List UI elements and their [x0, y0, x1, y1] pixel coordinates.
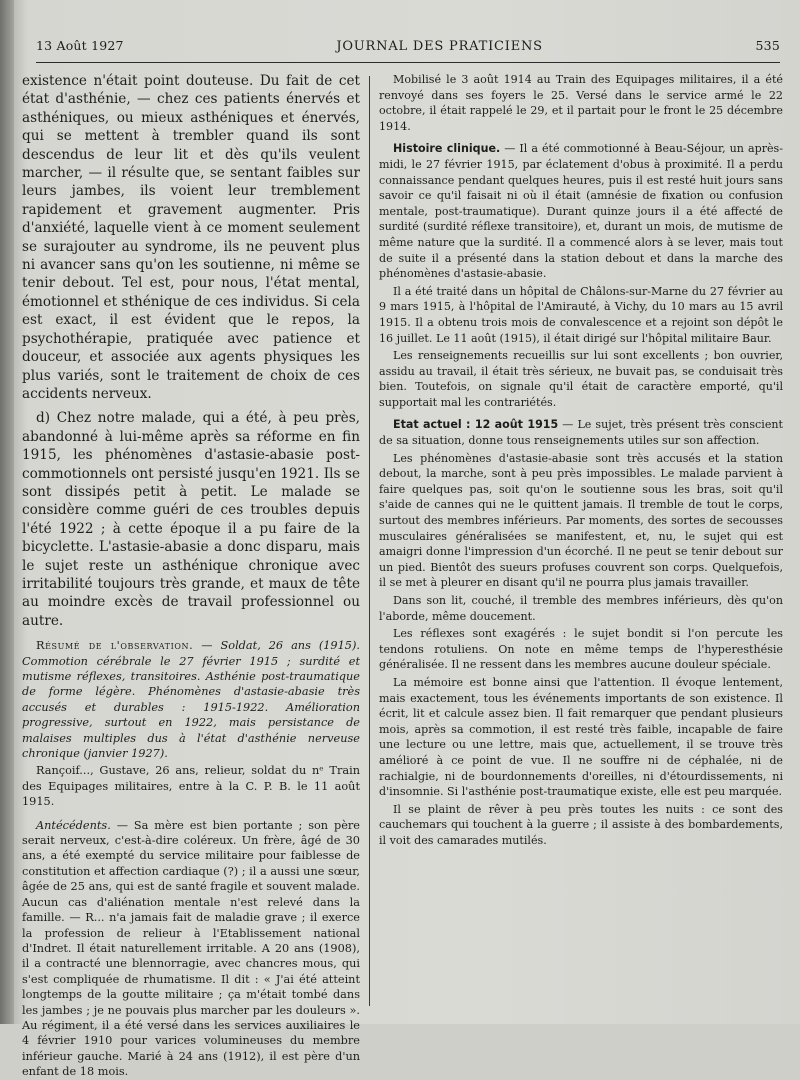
antecedents-paragraph — [22, 818, 360, 1080]
current-state-text: — Le sujet, très présent très conscient de sa situation, donne tous renseignements utiles sur son affection. — [379, 418, 783, 448]
paragraph: La mémoire est bonne ainsi que l'attention. Il évoque lentement, mais exactement, tous les événements importants de son existence. Il écrit, lit et calcule assez bien. Il fait remarquer que pendant plusieurs mois, après sa commotion, il est resté très faible, incapable de faire une lecture ou une lettre, mais que, actuellement, il se trouve très amélioré à ce point de vue. Il ne souffre ni de céphalée, ni de rachialgie, ni de bourdonnements d'oreilles, ni d'étourdissements, ni d'insomnie. Si l'asthénie post-traumatique existe, elle est peu marquée. — [379, 675, 783, 799]
paragraph: Les renseignements recueillis sur lui sont excellents ; bon ouvrier, assidu au travail, il était très sérieux, ne buvait pas, se conduisait très bien. Toutefois, on signale qu'il était de caractère emporté, qu'il supportait mal les contrariétés. — [379, 349, 783, 409]
patient-identity: Rançoif..., Gustave, 26 ans, relieur, soldat du nᵉ Train des Equipages militaires, entre à la C. P. B. le 11 août 1915. — [22, 764, 360, 809]
section-heading: Histoire clinique. — [393, 142, 501, 156]
clinical-history — [379, 141, 783, 281]
paragraph: d) Chez notre malade, qui a été, à peu près, abandonné à lui-même après sa réforme en fin 1915, les phénomènes d'astasie-abasie post-commotionnels ont persisté jusqu'en 1921. Ils se sont dissipés petit à petit. Le malade se considère comme guéri de ces troubles depuis l'été 1922 ; à cette époque il a pu faire de la bicyclette. L'astasie-abasie a donc disparu, mais le sujet reste un asthénique chronique avec irritabilité toujours très grande, et maux de tête au moindre excès de travail professionnel ou autre. — [22, 410, 360, 629]
header-page-number: 535 — [755, 38, 780, 53]
paragraph: existence n'était point douteuse. Du fait de cet état d'asthénie, — chez ces patients énervés et asthéniques, ou mieux asthéniques et énervés, qui se mettent à trembler quand ils sont descendus de leur lit et dès qu'ils veulent marcher, — il résulte que, se sentant faibles sur leurs jambes, ils voient leur tremblement rapidement et gravement augmenter. Pris d'anxiété, laquelle vient à ce moment seulement se surajouter au syndrome, ils ne peuvent plus ni avancer sans qu'on les soutienne, ni même se tenir debout. Tel est, pour nous, l'état mental, émotionnel et sthénique de ces individus. Si cela est exact, il est évident que le repos, la psychothérapie, pratiquée avec patience et douceur, et associée aux agents physiques les plus variés, sont le traitement de choix de ces accidents nerveux. — [22, 73, 360, 402]
header-rule — [36, 62, 780, 63]
left-column — [22, 72, 360, 1079]
section-heading: Résumé de l'observation. — [36, 639, 194, 653]
paragraph: Dans son lit, couché, il tremble des membres inférieurs, dès qu'on l'aborde, même doucement. — [379, 594, 783, 623]
section-heading: Antécédents. — [36, 818, 111, 832]
antecedents-text: — Sa mère est bien portante ; son père serait nerveux, c'est-à-dire coléreux. Un frère, âgé de 30 ans, a été exempté du service militaire pour faiblesse de constitution et affection cardiaque (?) ; il a aussi une sœur, âgée de 25 ans, qui est de santé fragile et souvent malade. Aucun cas d'aliénation mentale n'est relevé dans la famille. — R... n'a jamais fait de maladie grave ; il exerce la profession de relieur à l'Etablissement national d'Indret. Il était naturellement irritable. A 20 ans (1908), il a contracté une blennorragie, avec chancres mous, qui s'est compliquée de rhumatisme. Il dit : « J'ai été atteint longtemps de la goutte militaire ; ça m'était tombé dans les jambes ; je ne pouvais plus marcher par les douleurs ». Au régiment, il a été versé dans les services auxiliaires le 4 février 1910 pour varices volumineuses du membre inférieur gauche. Marié à 24 ans (1912), il est père d'un enfant de 18 mois. — [22, 818, 360, 1079]
right-column — [379, 72, 783, 1004]
paragraph: Les phénomènes d'astasie-abasie sont très accusés et la station debout, la marche, sont à peu près impossibles. Le malade parvient à faire quelques pas, soit qu'on le soutienne sous les bras, soit qu'il s'aide de cannes qui ne le quittent jamais. Il tremble de tout le corps, surtout des membres inférieurs. Par moments, des sortes de secousses musculaires généralisées se manifestent, et, nu, le sujet qui est amaigri donne l'impression d'un écorché. Il ne peut se tenir debout sur un pied. Bientôt des sueurs profuses couvrent son corps. Quelquefois, il se met à pleurer en disant qu'il ne pourra plus jamais travailler. — [379, 451, 783, 590]
column-divider — [369, 76, 370, 1006]
current-state — [379, 417, 783, 448]
paragraph: Il a été traité dans un hôpital de Châlons-sur-Marne du 27 février au 9 mars 1915, à l'hôpital de l'Amirauté, à Vichy, du 10 mars au 15 avril 1915. Il a obtenu trois mois de convalescence et a rejoint son dépôt le 16 juillet. Le 11 août (1915), il était dirigé sur l'hôpital militaire Baur. — [379, 284, 783, 345]
section-heading: Etat actuel : 12 août 1915 — [393, 418, 559, 432]
separator: — — [193, 639, 221, 653]
paragraph: Il se plaint de rêver à peu près toutes les nuits : ce sont des cauchemars qui touchent à la guerre ; il assiste à des bombardements, il voit des camarades mutilés. — [379, 802, 783, 847]
paragraph: Mobilisé le 3 août 1914 au Train des Equipages militaires, il a été renvoyé dans ses foyers le 25. Versé dans le service armé le 22 octobre, il était rappelé le 29, et il partait pour le front le 25 décembre 1914. — [379, 73, 783, 133]
header-journal-title: JOURNAL DES PRATICIENS — [336, 39, 543, 54]
running-header — [36, 38, 780, 62]
observation-summary — [22, 638, 360, 761]
summary-text: Soldat, 26 ans (1915). Commotion cérébrale le 27 février 1915 ; surdité et mutisme réflexes, transitoires. Asthénie post-traumatique de forme légère. Phénomènes d'astasie-abasie très accusés et durables : 1915-1922. Amélioration progressive, surtout en 1922, mais persistance de malaises multiples dus à l'état d'asthénie nerveuse chronique (janvier 1927). — [22, 639, 360, 761]
history-text: — Il a été commotionné à Beau-Séjour, un après-midi, le 27 février 1915, par éclatement d'obus à proximité. Il a perdu connaissance pendant quelques heures, puis il est resté huit jours sans savoir ce qu'il faisait ni où il était (amnésie de fixation ou confusion mentale, post-traumatique). Durant quinze jours il a été affecté de surdité (surdité réflexe transitoire), et, durant un mois, de mutisme de même nature que la surdité. Il a commencé alors à se lever, mais tout de suite il a présenté dans la station debout et dans la marche des phénomènes d'astasie-abasie. — [379, 142, 783, 281]
header-date: 13 Août 1927 — [36, 38, 124, 53]
paragraph: Les réflexes sont exagérés : le sujet bondit si l'on percute les tendons rotuliens. On note en même temps de l'hyperesthésie généralisée. Il ne ressent dans les membres aucune douleur spéciale. — [379, 627, 783, 672]
page-binding-edge — [0, 0, 14, 1024]
